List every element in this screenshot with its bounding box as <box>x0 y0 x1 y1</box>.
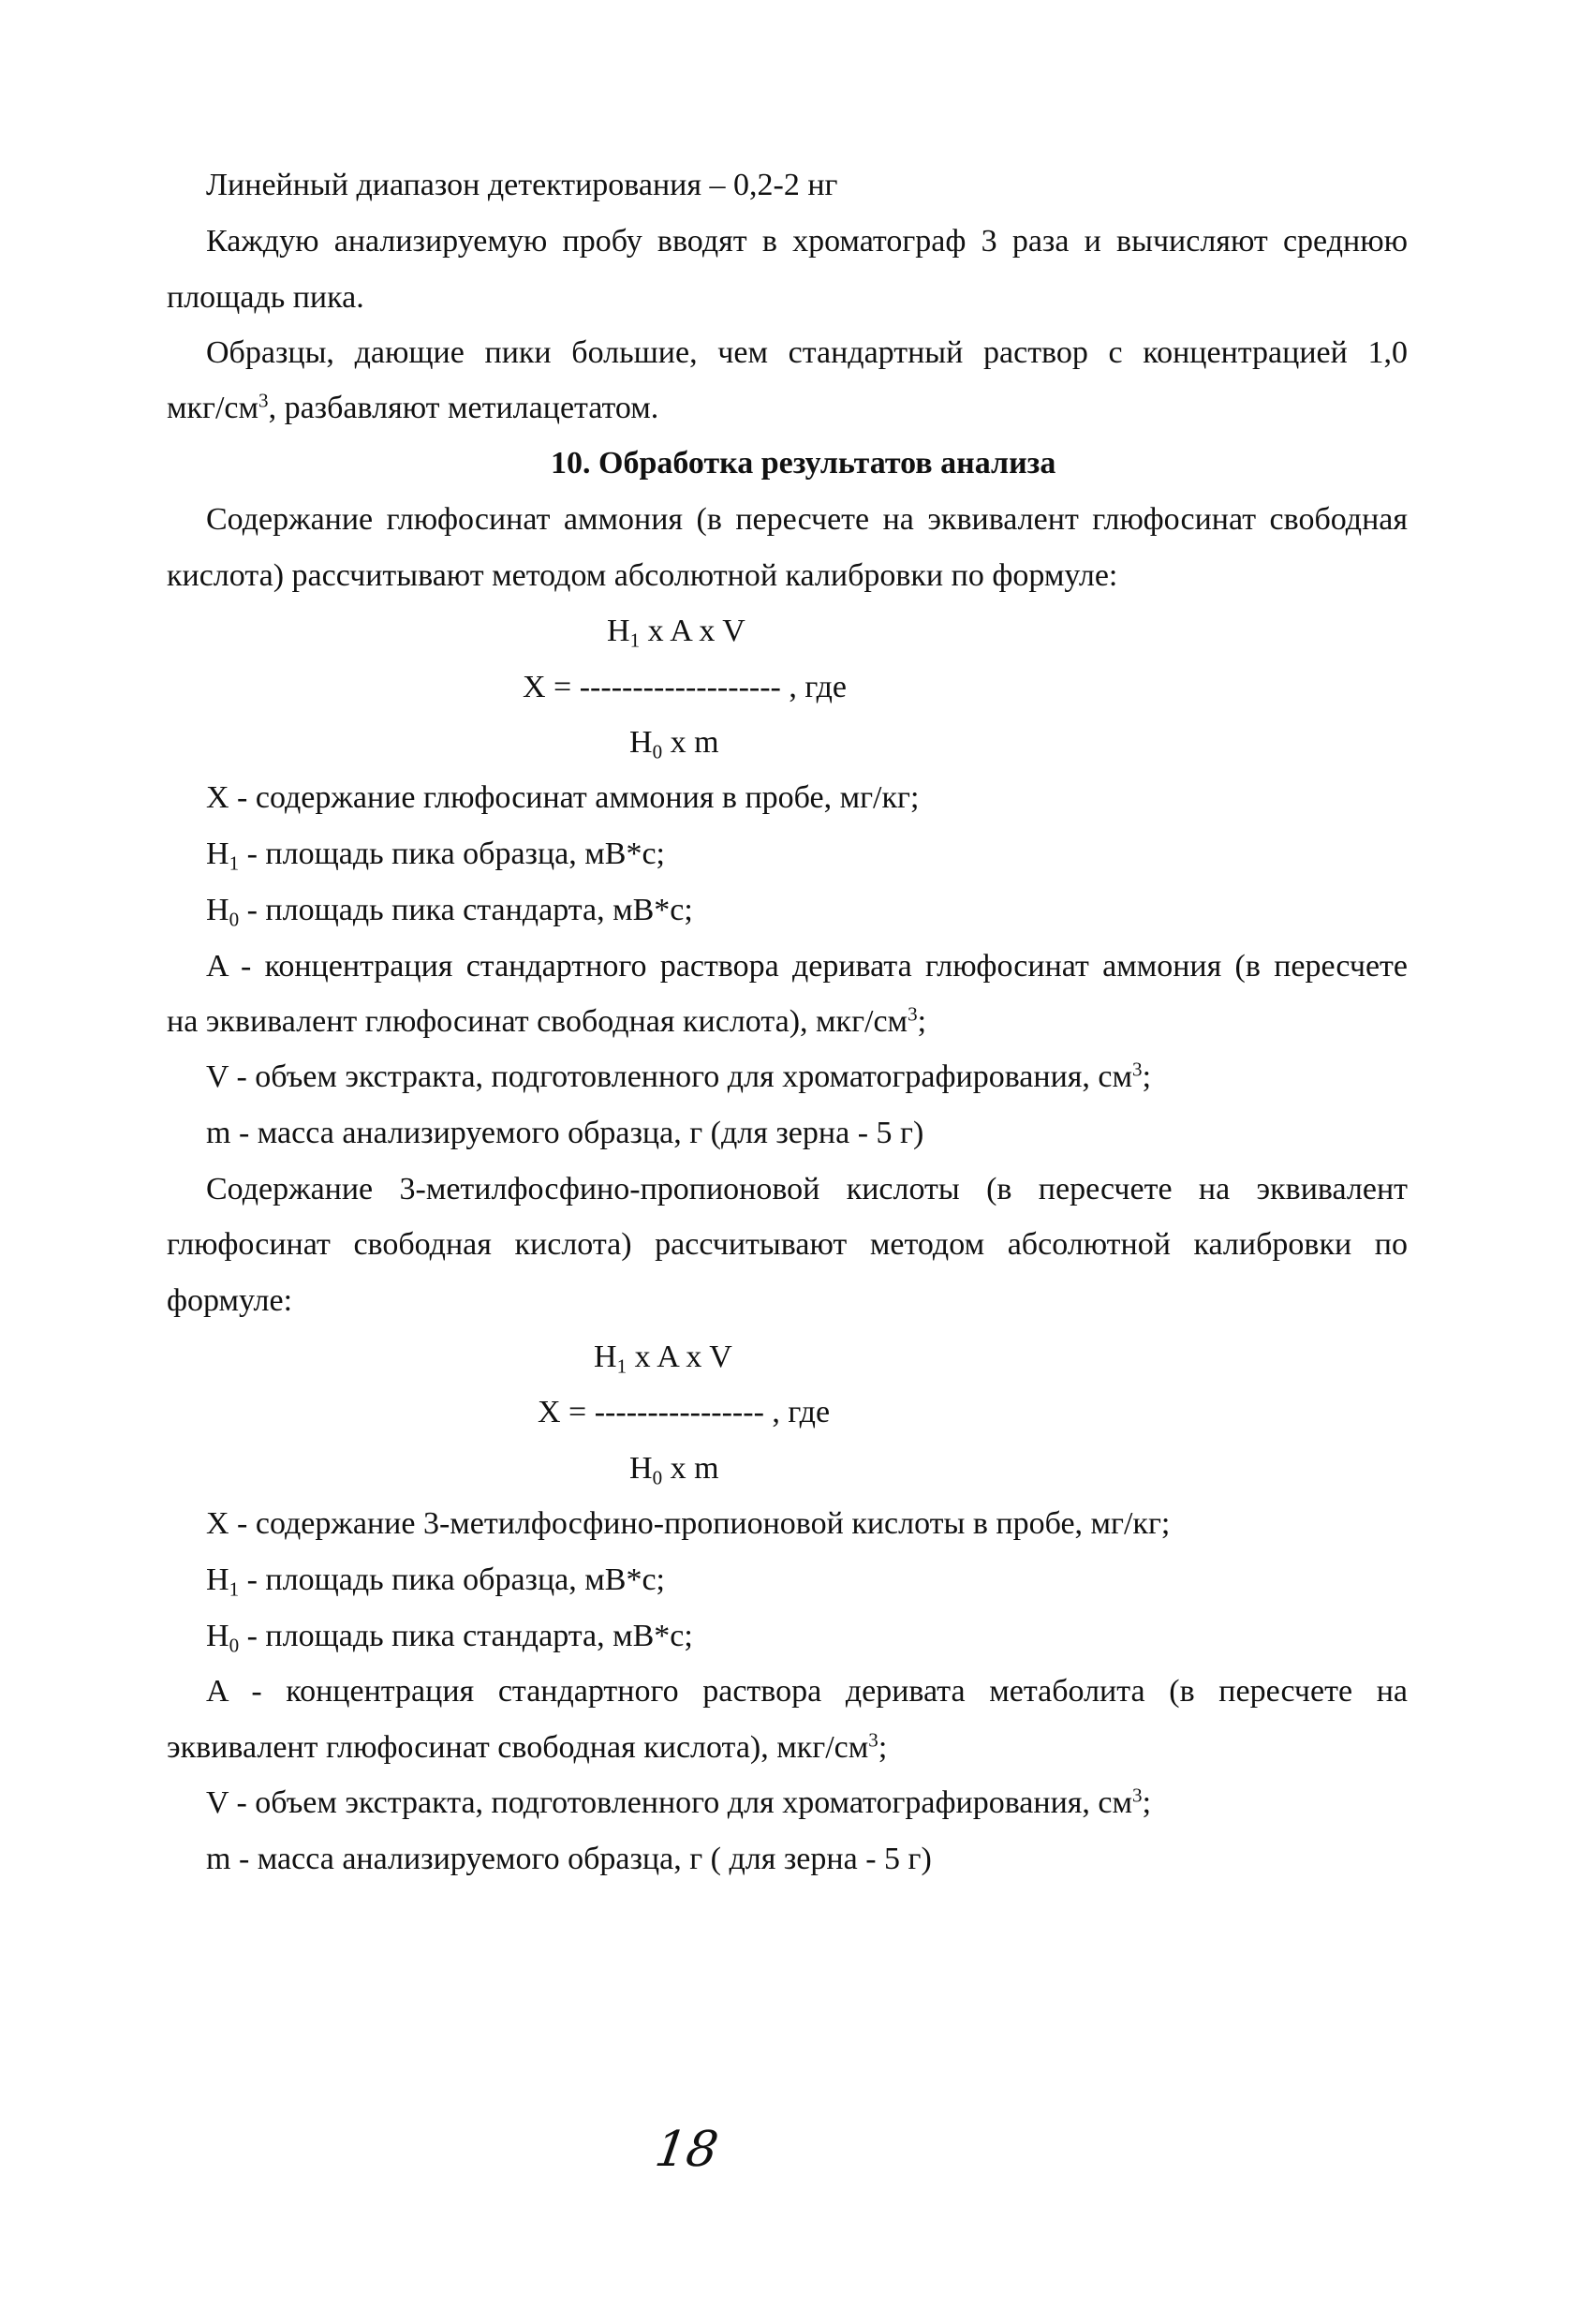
metabolite-def-x: X - содержание 3-метилфосфино-пропионовой кислоты в пробе, мг/кг; <box>206 1506 1171 1541</box>
fraction-bar: ---------------- <box>594 1395 764 1429</box>
formula-main-line: X = ------------------- , где <box>523 670 848 704</box>
ammonium-def-a-line-1: A - концентрация стандартного раствора деривата глюфосинат аммония (в пересчете <box>206 949 1408 984</box>
formula-denominator: $H_0$ x m <box>629 1451 719 1489</box>
section-title: 10. Обработка результатов анализа <box>551 446 1056 481</box>
ammonium-def-h0: $H_0$ - площадь пика стандарта, мВ*с; <box>206 893 693 931</box>
metabolite-def-v: V - объем экстракта, подготовленного для хроматографирования, $см^3$; <box>206 1784 1152 1820</box>
metabolite-def-a-line-1: A - концентрация стандартного раствора деривата метаболита (в пересчете на <box>206 1674 1408 1709</box>
metabolite-def-h0: $H_0$ - площадь пика стандарта, мВ*с; <box>206 1619 693 1657</box>
formula-numerator: $H_1$ x A x V <box>594 1340 732 1378</box>
page-number: 18 <box>651 2122 722 2178</box>
metabolite-intro-line-2: глюфосинат свободная кислота) рассчитывают методом абсолютной калибровки по <box>167 1227 1408 1262</box>
fraction-bar: ------------------- <box>579 670 781 704</box>
metabolite-def-h1: $H_1$ - площадь пика образца, мВ*с; <box>206 1562 665 1601</box>
formula-numerator: $H_1$ x A x V <box>607 614 745 652</box>
injection-text-line-2: площадь пика. <box>167 280 364 315</box>
metabolite-def-a-line-2: эквивалент глюфосинат свободная кислота), мкг/$см^3$; <box>167 1728 888 1765</box>
dilution-text-line-2: мкг/$см^3$, разбавляют метилацетатом. <box>167 389 659 425</box>
metabolite-intro-line-1: Содержание 3-метилфосфино-пропионовой кислоты (в пересчете на эквивалент <box>206 1172 1408 1206</box>
metabolite-def-m: m - масса анализируемого образца, г ( для зерна - 5 г) <box>206 1842 932 1876</box>
metabolite-intro-line-3: формуле: <box>167 1283 293 1318</box>
ammonium-def-a-line-2: на эквивалент глюфосинат свободная кислота), мкг/$см^3$; <box>167 1002 927 1039</box>
ammonium-def-x: X - содержание глюфосинат аммония в пробе, мг/кг; <box>206 780 920 815</box>
ammonium-intro-line-1: Содержание глюфосинат аммония (в пересчете на эквивалент глюфосинат свободная <box>206 502 1408 537</box>
linear-range-text: Линейный диапазон детектирования – 0,2-2 нг <box>206 168 838 202</box>
ammonium-intro-line-2: кислота) рассчитывают методом абсолютной калибровки по формуле: <box>167 558 1118 593</box>
ammonium-def-m: m - масса анализируемого образца, г (для зерна - 5 г) <box>206 1116 924 1150</box>
ammonium-def-v: V - объем экстракта, подготовленного для хроматографирования, $см^3$; <box>206 1058 1152 1094</box>
injection-text-line-1: Каждую анализируемую пробу вводят в хроматограф 3 раза и вычисляют среднюю <box>206 224 1408 259</box>
formula-main-line: X = ---------------- , где <box>538 1395 831 1429</box>
dilution-text-line-1: Образцы, дающие пики большие, чем стандартный раствор с концентрацией 1,0 <box>206 335 1408 370</box>
formula-denominator: $H_0$ x m <box>629 725 719 763</box>
ammonium-def-h1: $H_1$ - площадь пика образца, мВ*с; <box>206 836 665 875</box>
